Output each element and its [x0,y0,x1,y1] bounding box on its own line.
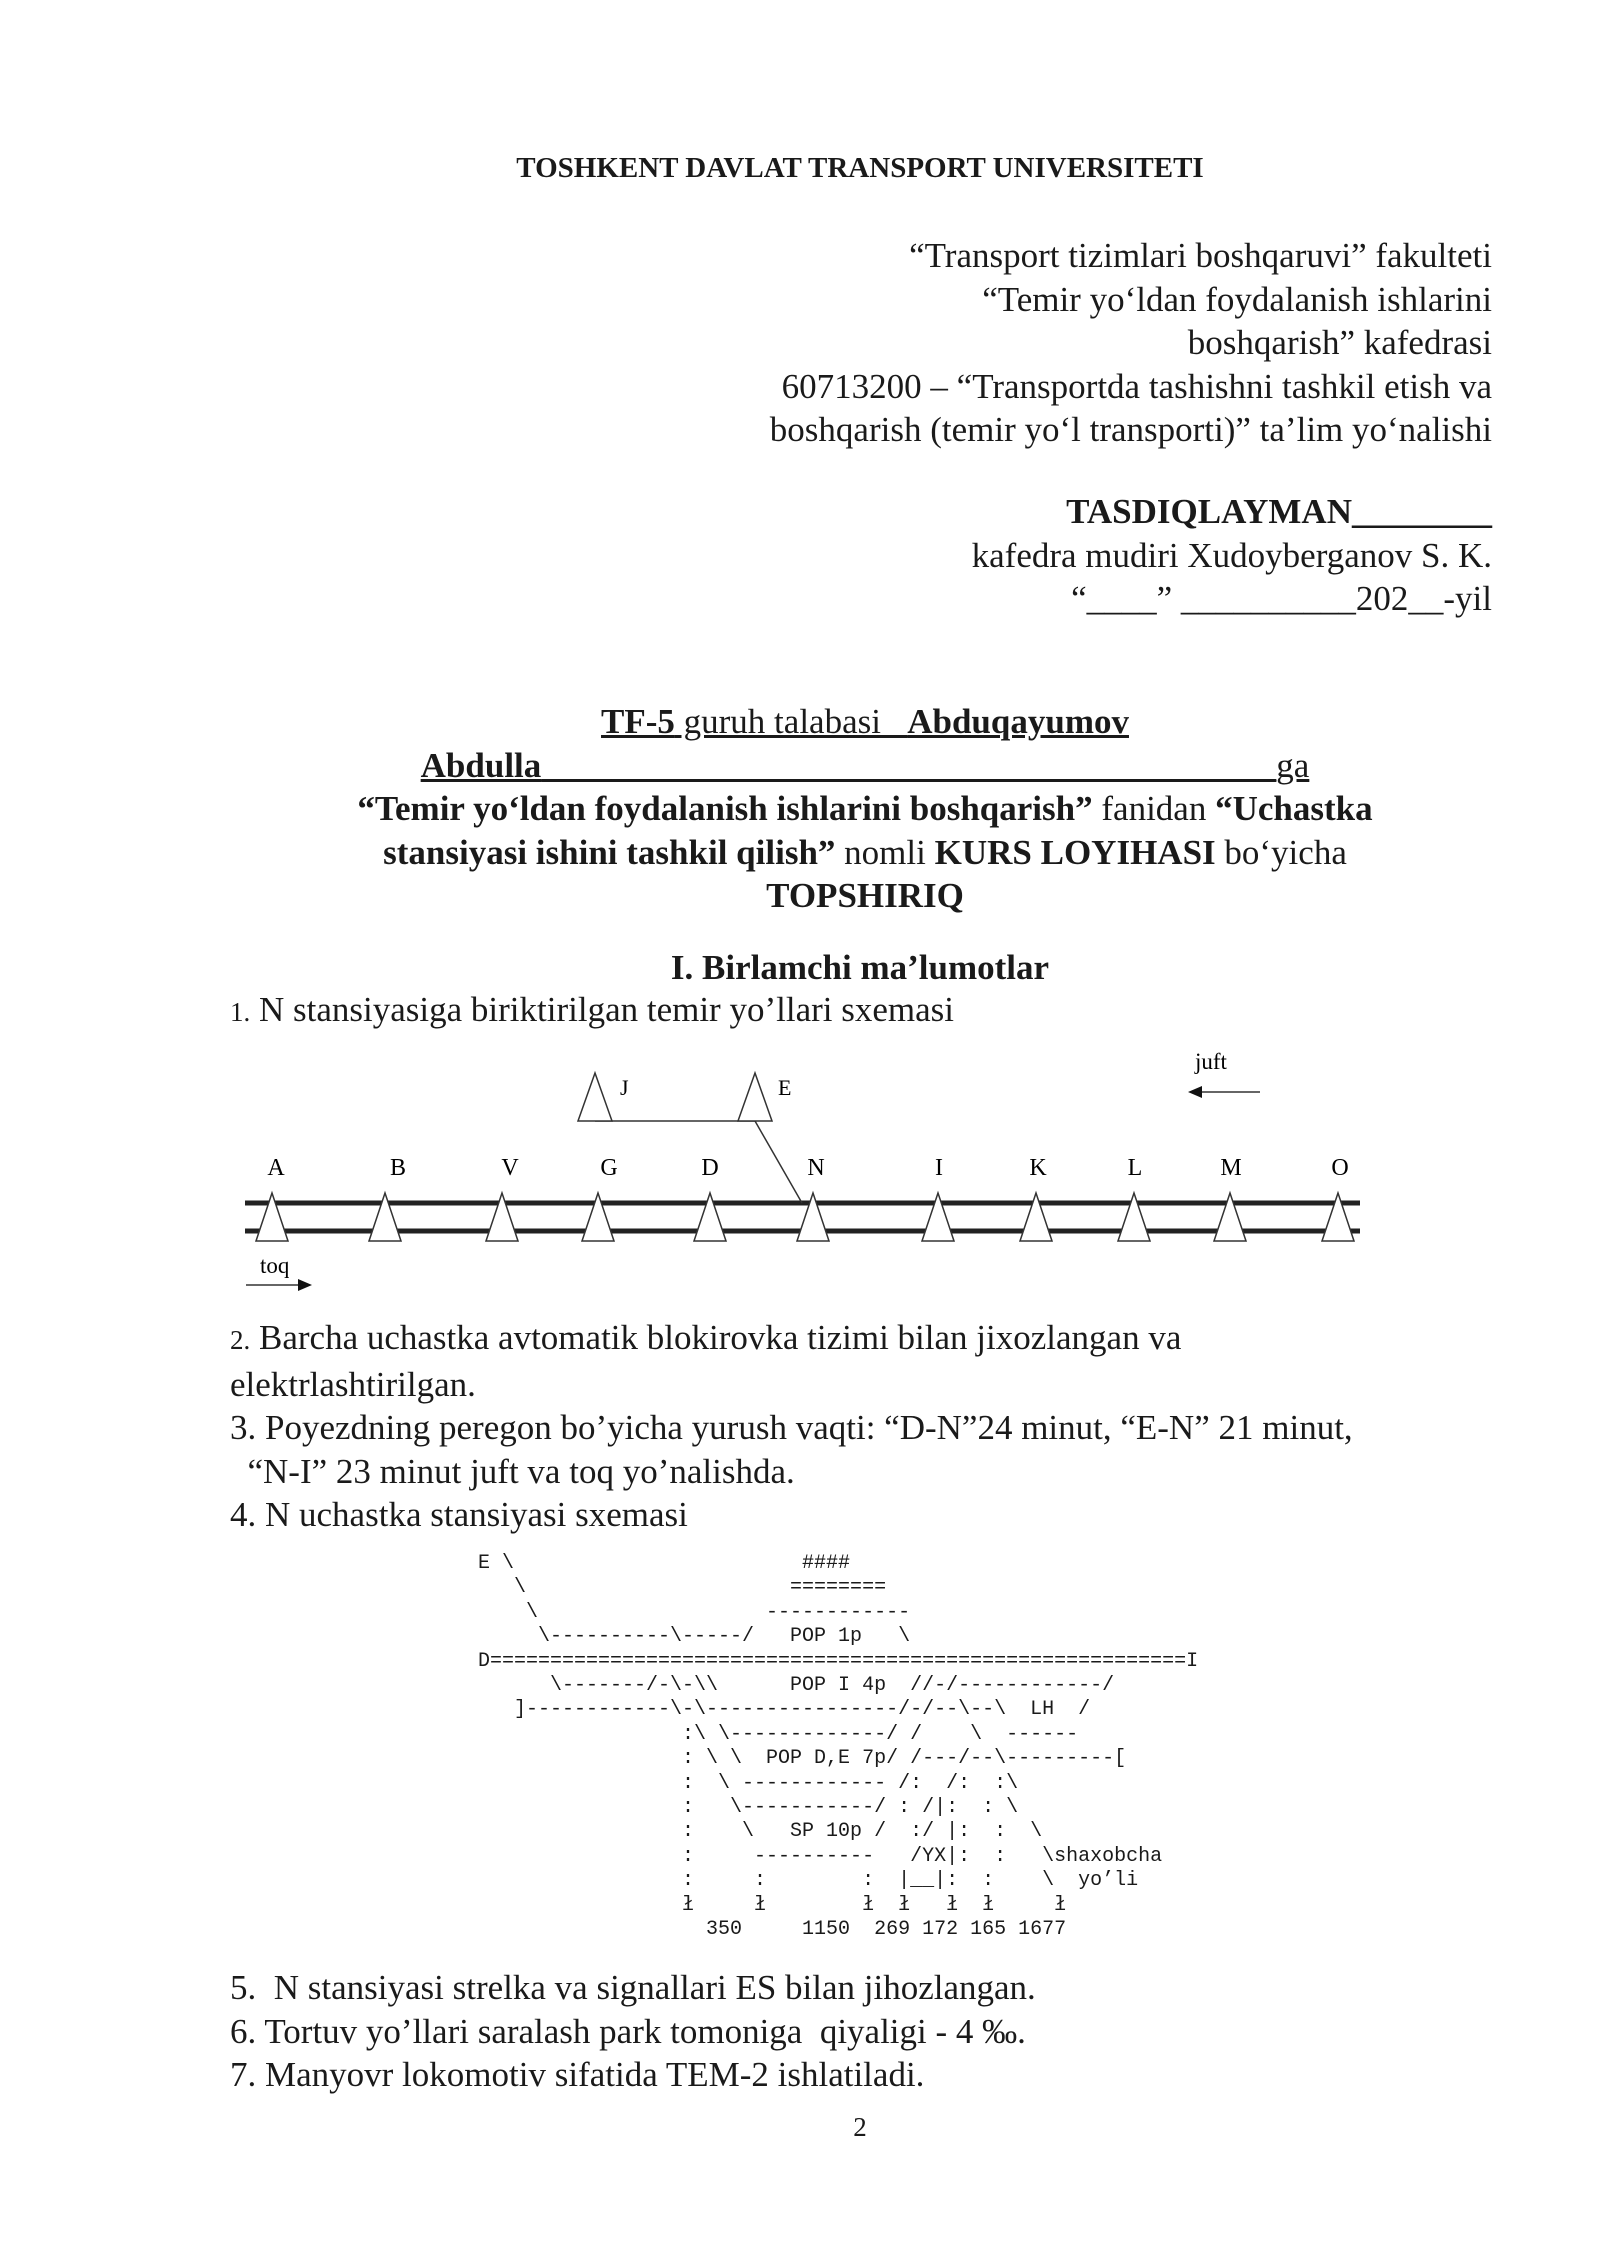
station-label-e: E [778,1075,792,1100]
page-number: 2 [853,2112,867,2142]
station-label-k: K [1029,1155,1047,1181]
station-label-v: V [501,1155,519,1181]
student-name: Abdulla [420,745,542,785]
railway-line-diagram [240,1035,1380,1295]
item-2-text-a: Barcha uchastka avtomatik blokirovka tizimi bilan jixozlangan va [250,1318,1182,1357]
item-2 [230,1316,1353,1537]
station-triangle-n [797,1193,829,1241]
station-triangle-e [738,1073,772,1121]
item-1-text: N stansiyasiga biriktirilgan temir yo’llari sxemasi [250,990,954,1029]
item-3-text-b: “N-I” 23 minut juft va toq yo’nalishda. [230,1451,795,1491]
juft-direction-label: juft [1195,1049,1227,1074]
item-4-text: 4. N uchastka stansiyasi sxemasi [230,1495,688,1534]
station-triangle-k [1020,1193,1052,1241]
faculty-line-1: “Transport tizimlari boshqaruvi” fakulteti [909,236,1492,275]
station-triangle-g [582,1193,614,1241]
fanidan-text: fanidan [1092,789,1216,828]
course-project: KURS LOYIHASI [934,832,1216,872]
faculty-line-4: 60713200 – “Transportda tashishni tashkil etish va [781,366,1492,406]
item-7-text: 7. Manyovr lokomotiv sifatida TEM-2 ishlatiladi. [230,2055,925,2094]
station-label-o: O [1331,1155,1349,1181]
station-triangle-v [486,1193,518,1241]
station-label-l: L [1127,1155,1143,1181]
approval-date: “____” __________202__-yil [1071,579,1492,618]
station-triangle-o [1322,1193,1354,1241]
university-title: TOSHKENT DAVLAT TRANSPORT UNIVERSITETI [516,152,1204,184]
approval-title: TASDIQLAYMAN________ [1066,492,1492,531]
station-triangle-j [578,1073,612,1121]
toq-arrow-head [298,1279,312,1291]
item-2-number: 2. [230,1325,251,1355]
group-code: TF-5 [601,702,675,741]
station-label-a: A [267,1155,285,1181]
station-label-g: G [600,1155,618,1181]
items-5-7 [230,1966,1036,2097]
nomli-text: nomli [835,832,935,872]
section-title: I. Birlamchi ma’lumotlar [670,948,1050,987]
name-underline: __________________________________________ [541,745,1277,785]
station-label-i: I [935,1155,943,1181]
station-label-m: M [1220,1155,1242,1181]
faculty-line-2: “Temir yo‘ldan foydalanish ishlarini [982,279,1492,319]
group-text: guruh talabasi _ [674,702,908,741]
item-1 [230,988,954,1035]
boyicha-text: bo‘yicha [1215,832,1347,872]
approval-head: kafedra mudiri Xudoyberganov S. K. [971,535,1492,575]
station-triangle-m [1214,1193,1246,1241]
name-suffix: ga [1276,745,1310,785]
assignment-block [230,700,1500,918]
station-label-b: B [389,1155,407,1181]
assignment-line-2 [230,744,1500,788]
toq-direction-label: toq [260,1253,290,1278]
item-2-text-b: elektrlashtirilgan. [230,1364,476,1404]
student-surname: Abduqayumov [907,702,1129,741]
station-triangle-a [256,1193,288,1241]
item-6-text: 6. Tortuv yo’llari saralash park tomoniga qiyaligi - 4 ‰. [230,2011,1026,2051]
station-label-d: D [701,1155,719,1181]
station-label-n: N [807,1155,825,1181]
station-scheme-ascii: E \ #### \ ======== \ ------------ \----------\-----/ POP 1p \ D==========================================================I \-------/-\-\\ POP I 4p //-/------------/ ]------------\-\----------------/-/--\--\ LH / :\ \-------------/ / \ ------ : \ \ POP D,E 7p/ /---/--\---------[ : \ ------------ /: /: :\ : \-----------/ : /|: : \ : \ SP 10p / :/ |: : \ : ---------- /YX|: : \shaxobcha : : : |__|: : \ yo’li ł ł ł ł ł ł ł 350 1150 269 172 165 1677 [478,1552,1199,1942]
faculty-block [770,234,1492,452]
branch-connector [755,1121,802,1203]
station-label-j: J [620,1075,629,1100]
station-triangle-d [694,1193,726,1241]
station-triangle-b [369,1193,401,1241]
assignment-line-3 [230,787,1500,831]
item-3-text-a: 3. Poyezdning peregon bo’yicha yurush vaqti: “D-N”24 minut, “E-N” 21 minut, [230,1408,1353,1447]
topshiriq-title: TOPSHIRIQ [766,876,964,915]
juft-arrow-head [1188,1086,1202,1098]
approval-block [972,490,1492,621]
topic-part-a: “Uchastka [1215,789,1373,828]
assignment-line-4 [230,831,1500,875]
topic-part-b: stansiyasi ishini tashkil qilish” [383,832,836,872]
subject-name: “Temir yo‘ldan foydalanish ishlarini boshqarish” [357,789,1093,828]
item-5-text: 5. N stansiyasi strelka va signallari ES bilan jihozlangan. [230,1968,1036,2007]
station-triangle-i [922,1193,954,1241]
faculty-line-3: boshqarish” kafedrasi [1187,323,1492,362]
station-triangle-l [1118,1193,1150,1241]
item-1-number: 1. [230,997,251,1027]
faculty-line-5: boshqarish (temir yo‘l transporti)” ta’lim yo‘nalishi [769,410,1492,449]
assignment-line-1 [230,700,1500,744]
